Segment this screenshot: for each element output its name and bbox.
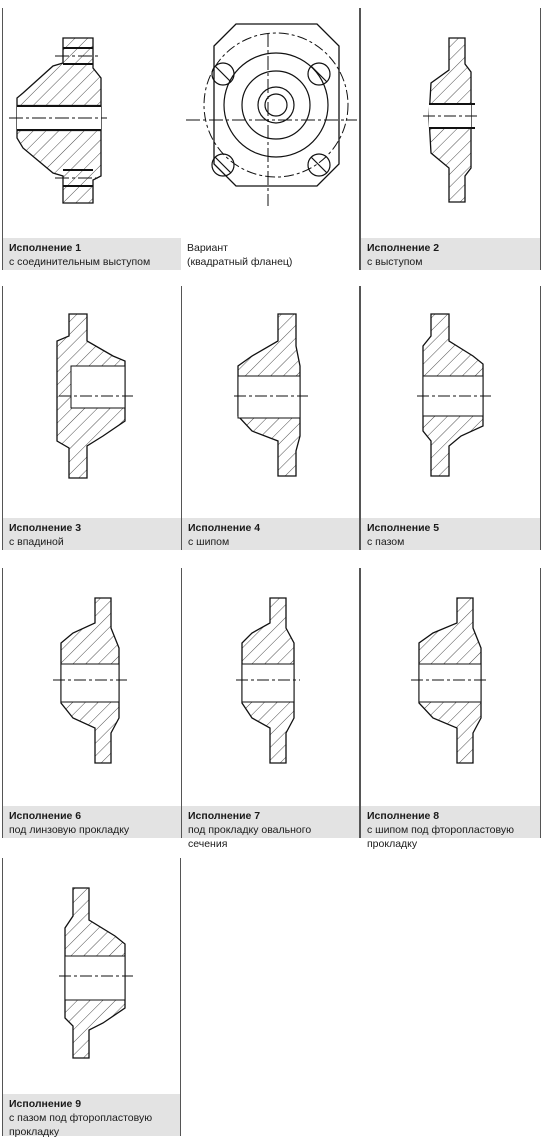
caption-title: Исполнение 5 xyxy=(367,522,440,534)
caption-v3 xyxy=(3,518,181,550)
flange-drawing-v6 xyxy=(3,568,182,838)
caption-subtitle: с соединительным выступом xyxy=(9,256,151,268)
caption-subtitle: с шипом под фторопластовую прокладку xyxy=(367,824,514,850)
flange-drawing-v2 xyxy=(361,8,542,270)
caption-v1 xyxy=(3,238,181,270)
card-v1 xyxy=(2,8,181,270)
caption-title: Исполнение 9 xyxy=(9,1098,82,1110)
flange-drawing-v1 xyxy=(3,8,182,270)
caption-title: Исполнение 7 xyxy=(188,810,261,822)
caption-v4 xyxy=(182,518,359,550)
caption-v9 xyxy=(3,1094,180,1136)
caption-subtitle: с пазом под фторопластовую прокладку xyxy=(9,1112,153,1138)
flange-drawing-v4 xyxy=(182,286,361,550)
caption-subtitle: с выступом xyxy=(367,256,423,268)
caption-subtitle: (квадратный фланец) xyxy=(187,256,293,268)
caption-v2 xyxy=(361,238,540,270)
card-v6 xyxy=(2,568,181,838)
caption-subtitle: с пазом xyxy=(367,536,405,548)
caption-v5 xyxy=(361,518,540,550)
caption-title: Исполнение 4 xyxy=(188,522,261,534)
card-v8 xyxy=(360,568,541,850)
caption-title: Исполнение 2 xyxy=(367,242,440,254)
flange-drawing-v8 xyxy=(361,568,542,838)
caption-variant xyxy=(181,238,359,270)
caption-title: Исполнение 3 xyxy=(9,522,82,534)
caption-title: Исполнение 6 xyxy=(9,810,82,822)
caption-title: Вариант xyxy=(187,242,228,254)
caption-subtitle: с шипом xyxy=(188,536,230,548)
flange-drawing-v3 xyxy=(3,286,182,550)
card-variant xyxy=(181,8,360,270)
caption-v7 xyxy=(182,806,359,850)
card-v4 xyxy=(181,286,360,550)
card-v9 xyxy=(2,858,181,1136)
caption-title: Исполнение 1 xyxy=(9,242,82,254)
card-v3 xyxy=(2,286,181,550)
caption-subtitle: под прокладку овального сечения xyxy=(188,824,312,850)
card-v2 xyxy=(360,8,541,270)
caption-v6 xyxy=(3,806,181,838)
square-flange-drawing xyxy=(181,8,360,270)
caption-title: Исполнение 8 xyxy=(367,810,440,822)
card-v5 xyxy=(360,286,541,550)
flange-drawing-v5 xyxy=(361,286,542,550)
caption-subtitle: с впадиной xyxy=(9,536,64,548)
caption-subtitle: под линзовую прокладку xyxy=(9,824,130,836)
caption-v8 xyxy=(361,806,540,850)
flange-drawing-v7 xyxy=(182,568,361,838)
card-v7 xyxy=(181,568,360,850)
